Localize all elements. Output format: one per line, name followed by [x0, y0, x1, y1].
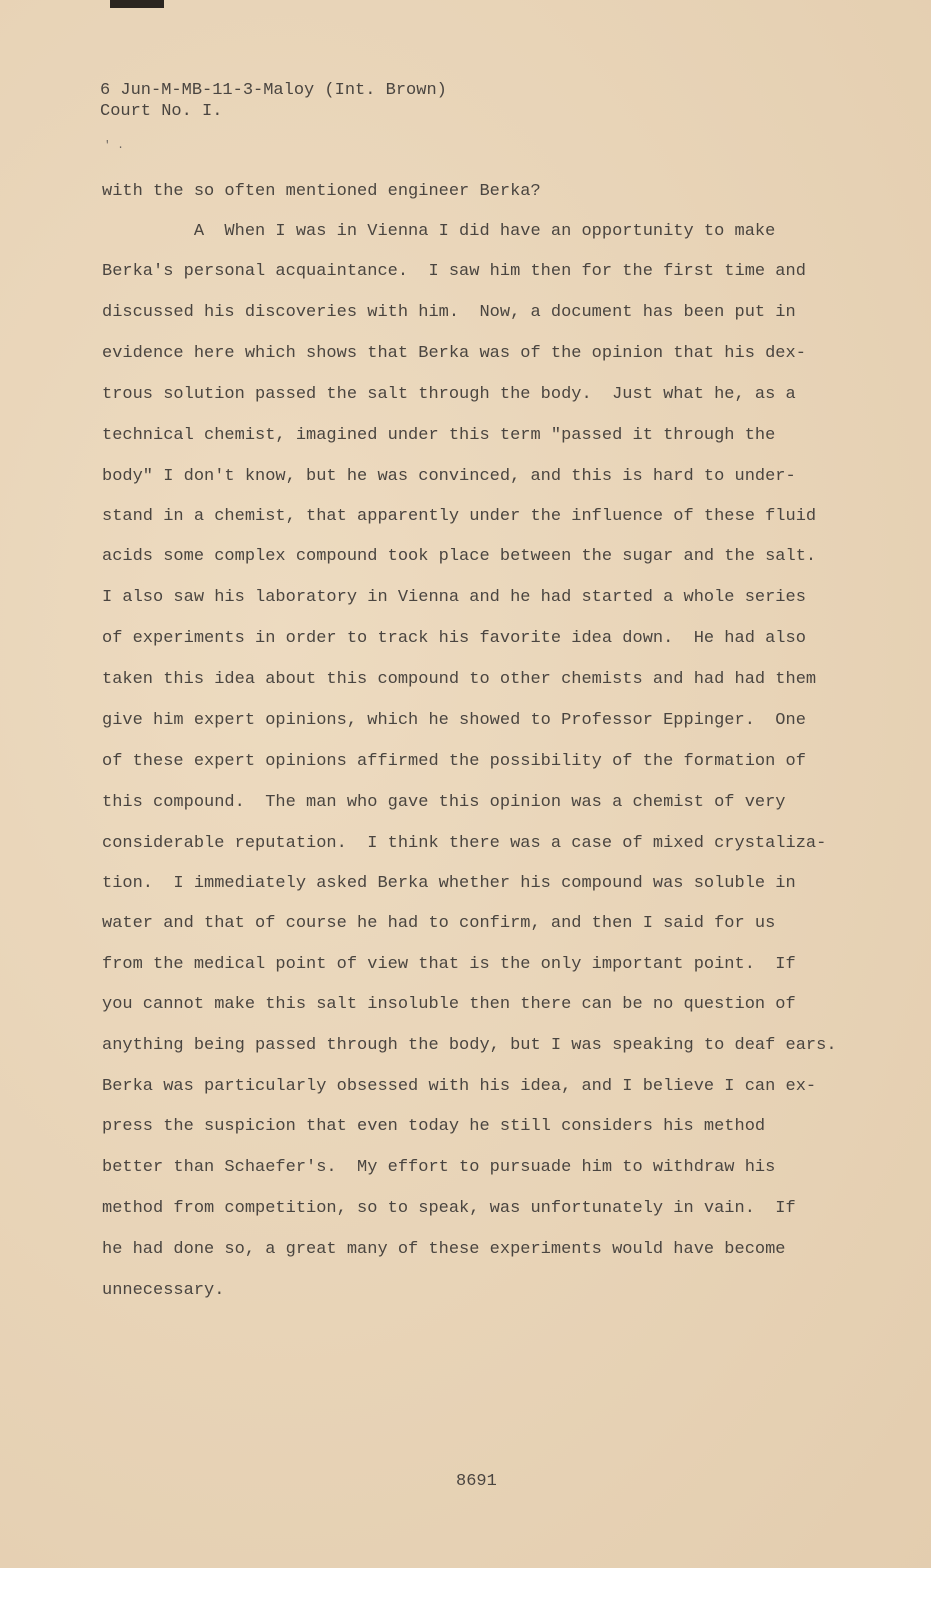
text-line: taken this idea about this compound to other chemists and had had them: [102, 670, 817, 689]
text-line: technical chemist, imagined under this term "passed it through the: [102, 426, 776, 445]
text-line: unnecessary.: [102, 1281, 225, 1300]
text-line: method from competition, so to speak, was unfortunately in vain. If: [102, 1199, 796, 1218]
text-line: Berka's personal acquaintance. I saw him then for the first time and: [102, 262, 806, 281]
text-line: Berka was particularly obsessed with his idea, and I believe I can ex-: [102, 1077, 817, 1096]
text-line: A When I was in Vienna I did have an opportunity to make: [102, 222, 776, 241]
text-line: water and that of course he had to confirm, and then I said for us: [102, 914, 776, 933]
text-line: I also saw his laboratory in Vienna and he had started a whole series: [102, 588, 806, 607]
text-line: anything being passed through the body, but I was speaking to deaf ears.: [102, 1036, 837, 1055]
binding-tab-mark: [110, 0, 164, 8]
stray-mark: ' .: [104, 140, 124, 152]
text-line: tion. I immediately asked Berka whether his compound was soluble in: [102, 874, 796, 893]
header-reference: 6 Jun-M-MB-11-3-Maloy (Int. Brown): [100, 81, 447, 100]
header-court: Court No. I.: [100, 102, 223, 121]
text-line: better than Schaefer's. My effort to pursuade him to withdraw his: [102, 1158, 776, 1177]
text-line: from the medical point of view that is the only important point. If: [102, 955, 796, 974]
text-line: evidence here which shows that Berka was of the opinion that his dex-: [102, 344, 806, 363]
document-header: [100, 80, 447, 122]
text-line: of these expert opinions affirmed the possibility of the formation of: [102, 752, 806, 771]
text-line: of experiments in order to track his favorite idea down. He had also: [102, 629, 806, 648]
text-line: trous solution passed the salt through the body. Just what he, as a: [102, 385, 796, 404]
text-line: discussed his discoveries with him. Now, a document has been put in: [102, 303, 796, 322]
text-line: stand in a chemist, that apparently under the influence of these fluid: [102, 507, 817, 526]
page-number: 8691: [456, 1472, 497, 1491]
text-line: with the so often mentioned engineer Berka?: [102, 182, 541, 201]
text-line: give him expert opinions, which he showed to Professor Eppinger. One: [102, 711, 806, 730]
text-line: press the suspicion that even today he still considers his method: [102, 1117, 766, 1136]
text-line: you cannot make this salt insoluble then there can be no question of: [102, 995, 796, 1014]
text-line: this compound. The man who gave this opinion was a chemist of very: [102, 793, 786, 812]
text-line: body" I don't know, but he was convinced, and this is hard to under-: [102, 467, 796, 486]
text-line: he had done so, a great many of these experiments would have become: [102, 1240, 786, 1259]
text-line: acids some complex compound took place between the sugar and the salt.: [102, 547, 817, 566]
text-line: considerable reputation. I think there was a case of mixed crystaliza-: [102, 834, 827, 853]
